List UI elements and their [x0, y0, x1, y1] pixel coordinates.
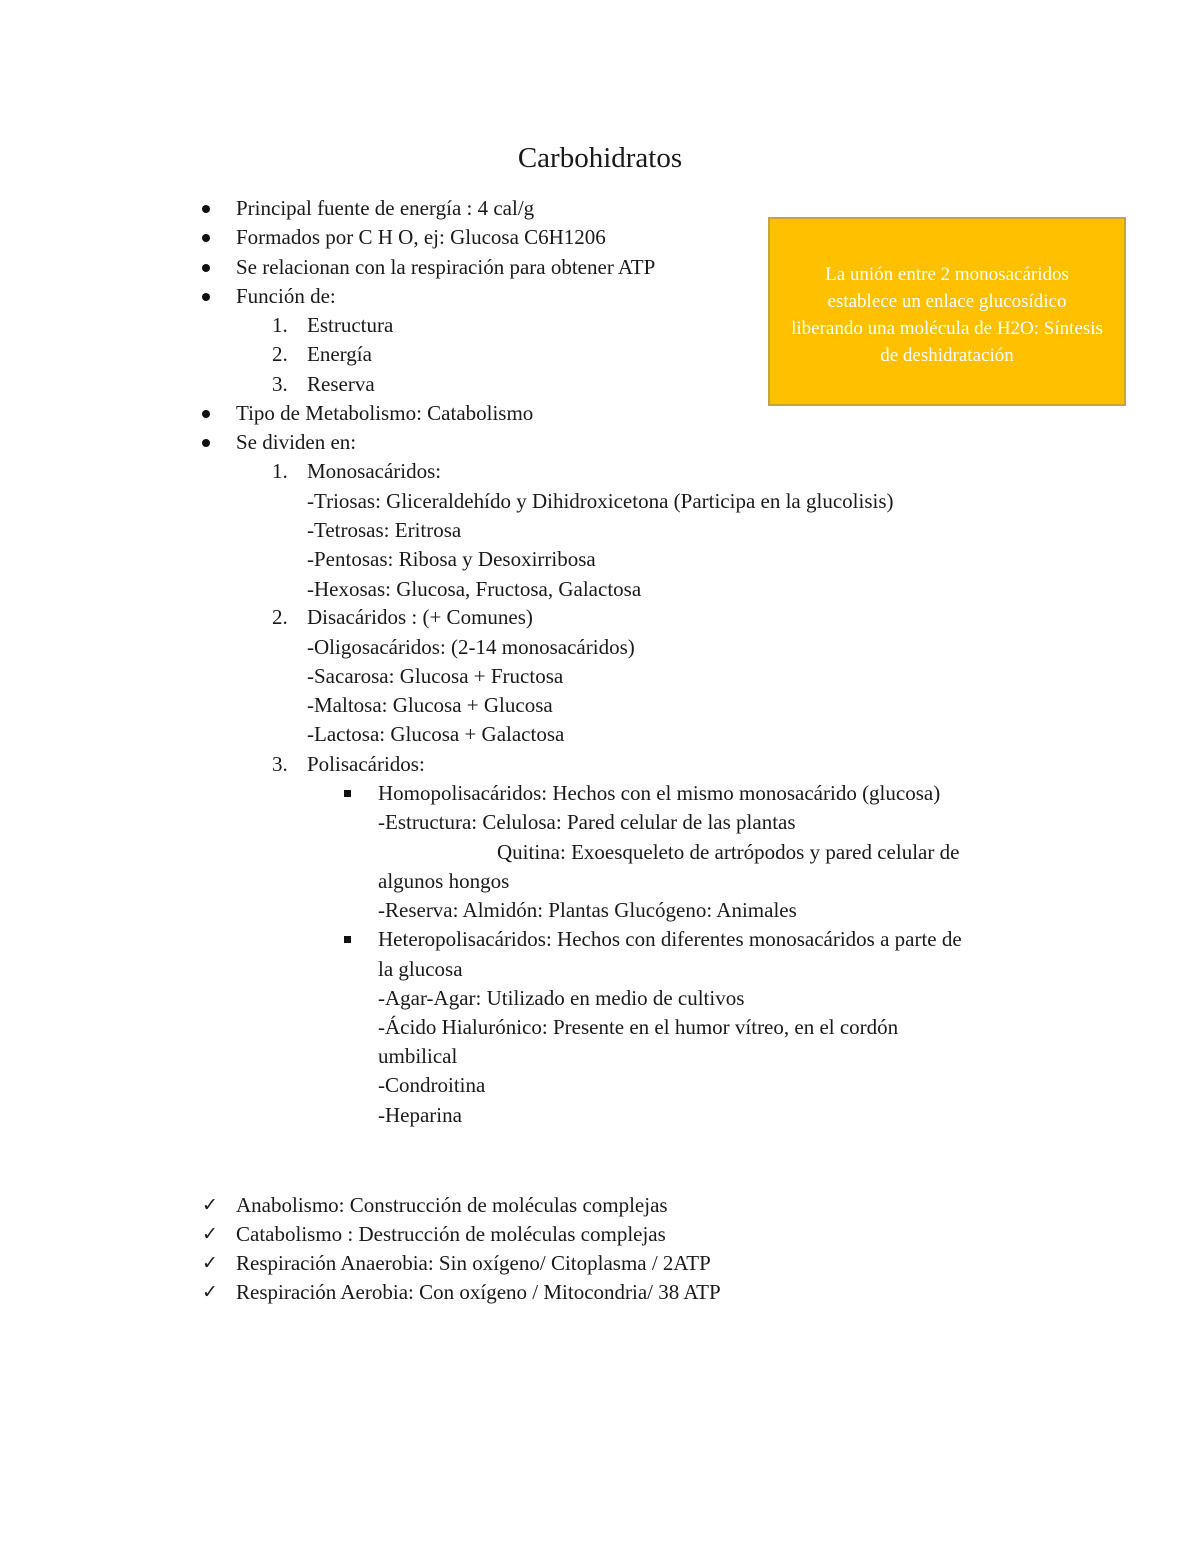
- check-icon: ✓: [202, 1194, 218, 1216]
- list-item: -Reserva: Almidón: Plantas Glucógeno: Animales: [378, 898, 797, 922]
- list-item: -Agar-Agar: Utilizado en medio de cultivos: [378, 986, 745, 1010]
- list-item: -Oligosacáridos: (2-14 monosacáridos): [307, 635, 635, 659]
- list-item: Función de:: [236, 284, 336, 308]
- bullet: [202, 234, 210, 242]
- list-item: Homopolisacáridos: Hechos con el mismo monosacárido (glucosa): [378, 781, 941, 805]
- square-bullet: [344, 936, 351, 943]
- list-number: 3.: [272, 372, 288, 396]
- list-item: Respiración Aerobia: Con oxígeno / Mitocondria/ 38 ATP: [236, 1280, 721, 1304]
- list-item: -Maltosa: Glucosa + Glucosa: [307, 693, 553, 717]
- bullet: [202, 410, 210, 418]
- list-number: 2.: [272, 342, 288, 366]
- list-item: -Pentosas: Ribosa y Desoxirribosa: [307, 547, 596, 571]
- list-number: 2.: [272, 605, 288, 629]
- list-item: Respiración Anaerobia: Sin oxígeno/ Citoplasma / 2ATP: [236, 1251, 711, 1275]
- list-item: -Ácido Hialurónico: Presente en el humor vítreo, en el cordón: [378, 1015, 899, 1039]
- list-item: -Lactosa: Glucosa + Galactosa: [307, 722, 565, 746]
- list-item: Tipo de Metabolismo: Catabolismo: [236, 401, 534, 425]
- list-item: -Condroitina: [378, 1073, 486, 1097]
- list-item: umbilical: [378, 1044, 458, 1068]
- check-icon: ✓: [202, 1252, 218, 1274]
- list-item: Energía: [307, 342, 372, 366]
- list-item: -Sacarosa: Glucosa + Fructosa: [307, 664, 564, 688]
- list-item: -Hexosas: Glucosa, Fructosa, Galactosa: [307, 577, 642, 601]
- bullet: [202, 264, 210, 272]
- list-item: Monosacáridos:: [307, 459, 442, 483]
- bullet: [202, 293, 210, 301]
- list-item: Anabolismo: Construcción de moléculas complejas: [236, 1193, 668, 1217]
- check-icon: ✓: [202, 1281, 218, 1303]
- callout-text: La unión entre 2 monosacáridos establece un enlace glucosídico liberando una molécula de H2O: Síntesis de deshidratación: [791, 263, 1103, 366]
- list-number: 3.: [272, 752, 288, 776]
- callout-box: [768, 217, 1126, 406]
- list-item: Polisacáridos:: [307, 752, 425, 776]
- list-item: Quitina: Exoesqueleto de artrópodos y pared celular de: [497, 840, 960, 864]
- list-item: Estructura: [307, 313, 394, 337]
- list-number: 1.: [272, 313, 288, 337]
- page-title: Carbohidratos: [517, 142, 683, 174]
- list-item: Formados por C H O, ej: Glucosa C6H1206: [236, 225, 606, 249]
- check-icon: ✓: [202, 1223, 218, 1245]
- list-item: Catabolismo : Destrucción de moléculas complejas: [236, 1222, 666, 1246]
- list-item: -Heparina: [378, 1103, 462, 1127]
- list-item: algunos hongos: [378, 869, 510, 893]
- list-item: -Triosas: Gliceraldehído y Dihidroxicetona (Participa en la glucolisis): [307, 489, 894, 513]
- square-bullet: [344, 790, 351, 797]
- list-number: 1.: [272, 459, 288, 483]
- list-item: Se relacionan con la respiración para obtener ATP: [236, 255, 656, 279]
- list-item: Heteropolisacáridos: Hechos con diferentes monosacáridos a parte de: [378, 927, 962, 951]
- list-item: Reserva: [307, 372, 375, 396]
- list-item: Se dividen en:: [236, 430, 357, 454]
- list-item: Principal fuente de energía : 4 cal/g: [236, 196, 535, 220]
- list-item: -Tetrosas: Eritrosa: [307, 518, 462, 542]
- list-item: la glucosa: [378, 957, 463, 981]
- bullet: [202, 439, 210, 447]
- list-item: Disacáridos : (+ Comunes): [307, 605, 533, 629]
- list-item: -Estructura: Celulosa: Pared celular de las plantas: [378, 810, 796, 834]
- bullet: [202, 205, 210, 213]
